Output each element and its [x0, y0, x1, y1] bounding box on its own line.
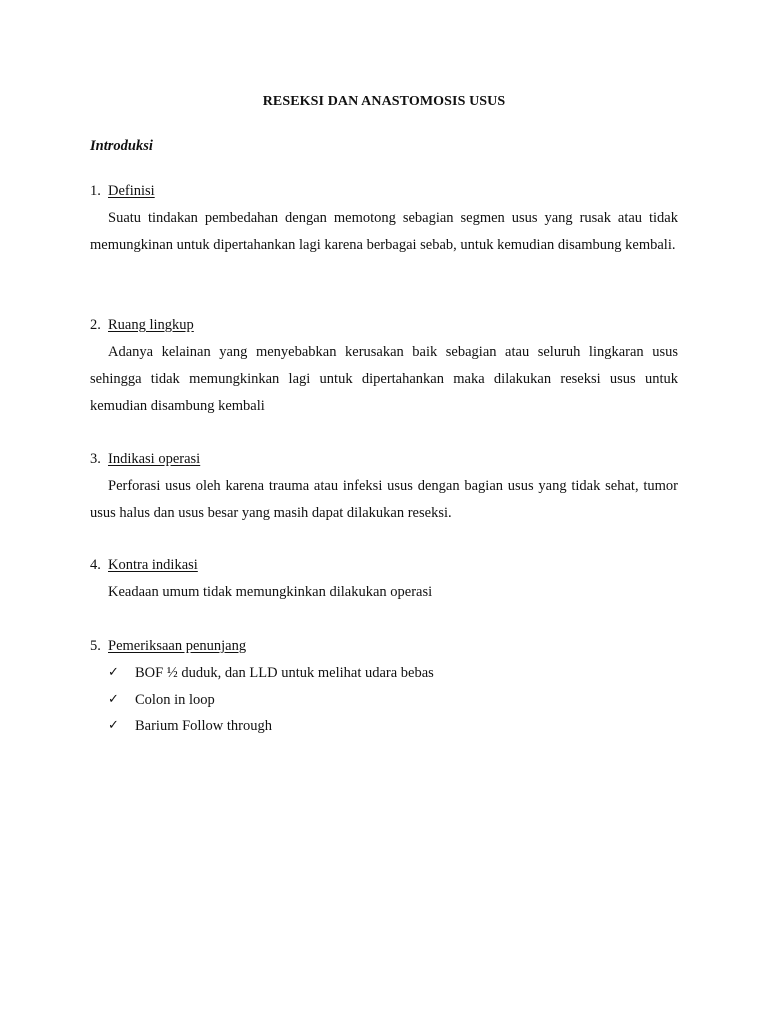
checkmark-icon: ✓ [108, 718, 119, 733]
checkmark-icon: ✓ [108, 665, 119, 680]
section-number: 2. [90, 317, 101, 333]
section-kontra-indikasi [90, 552, 678, 606]
section-number: 4. [90, 557, 101, 573]
list-item-text: BOF ½ duduk, dan LLD untuk melihat udara bebas [135, 665, 434, 681]
list-item-text: Colon in loop [135, 691, 215, 708]
checkmark-icon: ✓ [108, 691, 119, 707]
section-heading-label: Indikasi operasi [108, 451, 201, 467]
section-heading-label: Pemeriksaan penunjang [108, 638, 247, 654]
section-text: Adanya kelainan yang menyebabkan kerusakan baik sebagian atau seluruh lingkaran usus sehingga tidak memungkinkan lagi untuk dipertahankan maka dilakukan reseksi usus untuk kemudian disambung kembali [90, 344, 678, 414]
section-heading-label: Ruang lingkup [108, 317, 194, 333]
section-heading [90, 312, 678, 339]
list-item [108, 660, 678, 687]
section-indikasi-operasi [90, 446, 678, 527]
section-heading [90, 633, 678, 660]
section-heading [90, 178, 678, 205]
section-text: Perforasi usus oleh karena trauma atau infeksi usus dengan bagian usus yang tidak sehat, tumor usus halus dan usus besar yang masih dapat dilakukan reseksi. [90, 478, 678, 521]
checklist [90, 660, 678, 740]
section-ruang-lingkup [90, 312, 678, 420]
section-heading-label: Definisi [108, 183, 155, 199]
section-number: 5. [90, 638, 101, 654]
section-heading [90, 446, 678, 473]
section-number: 3. [90, 451, 101, 467]
document-title: RESEKSI DAN ANASTOMOSIS USUS [262, 94, 506, 109]
section-pemeriksaan-penunjang [90, 633, 678, 740]
section-definisi [90, 178, 678, 259]
section-heading [90, 552, 678, 579]
section-heading-label: Kontra indikasi [108, 557, 198, 573]
list-item [108, 713, 678, 740]
list-item-text: Barium Follow through [135, 718, 272, 734]
section-text: Suatu tindakan pembedahan dengan memotong sebagian segmen usus yang rusak atau tidak memungkinan untuk dipertahankan lagi karena berbagai sebab, untuk kemudian disambung kembali. [90, 210, 678, 253]
section-number: 1. [90, 183, 101, 199]
list-item [108, 687, 678, 714]
intro-heading: Introduksi [90, 138, 153, 154]
section-text: Keadaan umum tidak memungkinkan dilakukan operasi [108, 584, 433, 600]
